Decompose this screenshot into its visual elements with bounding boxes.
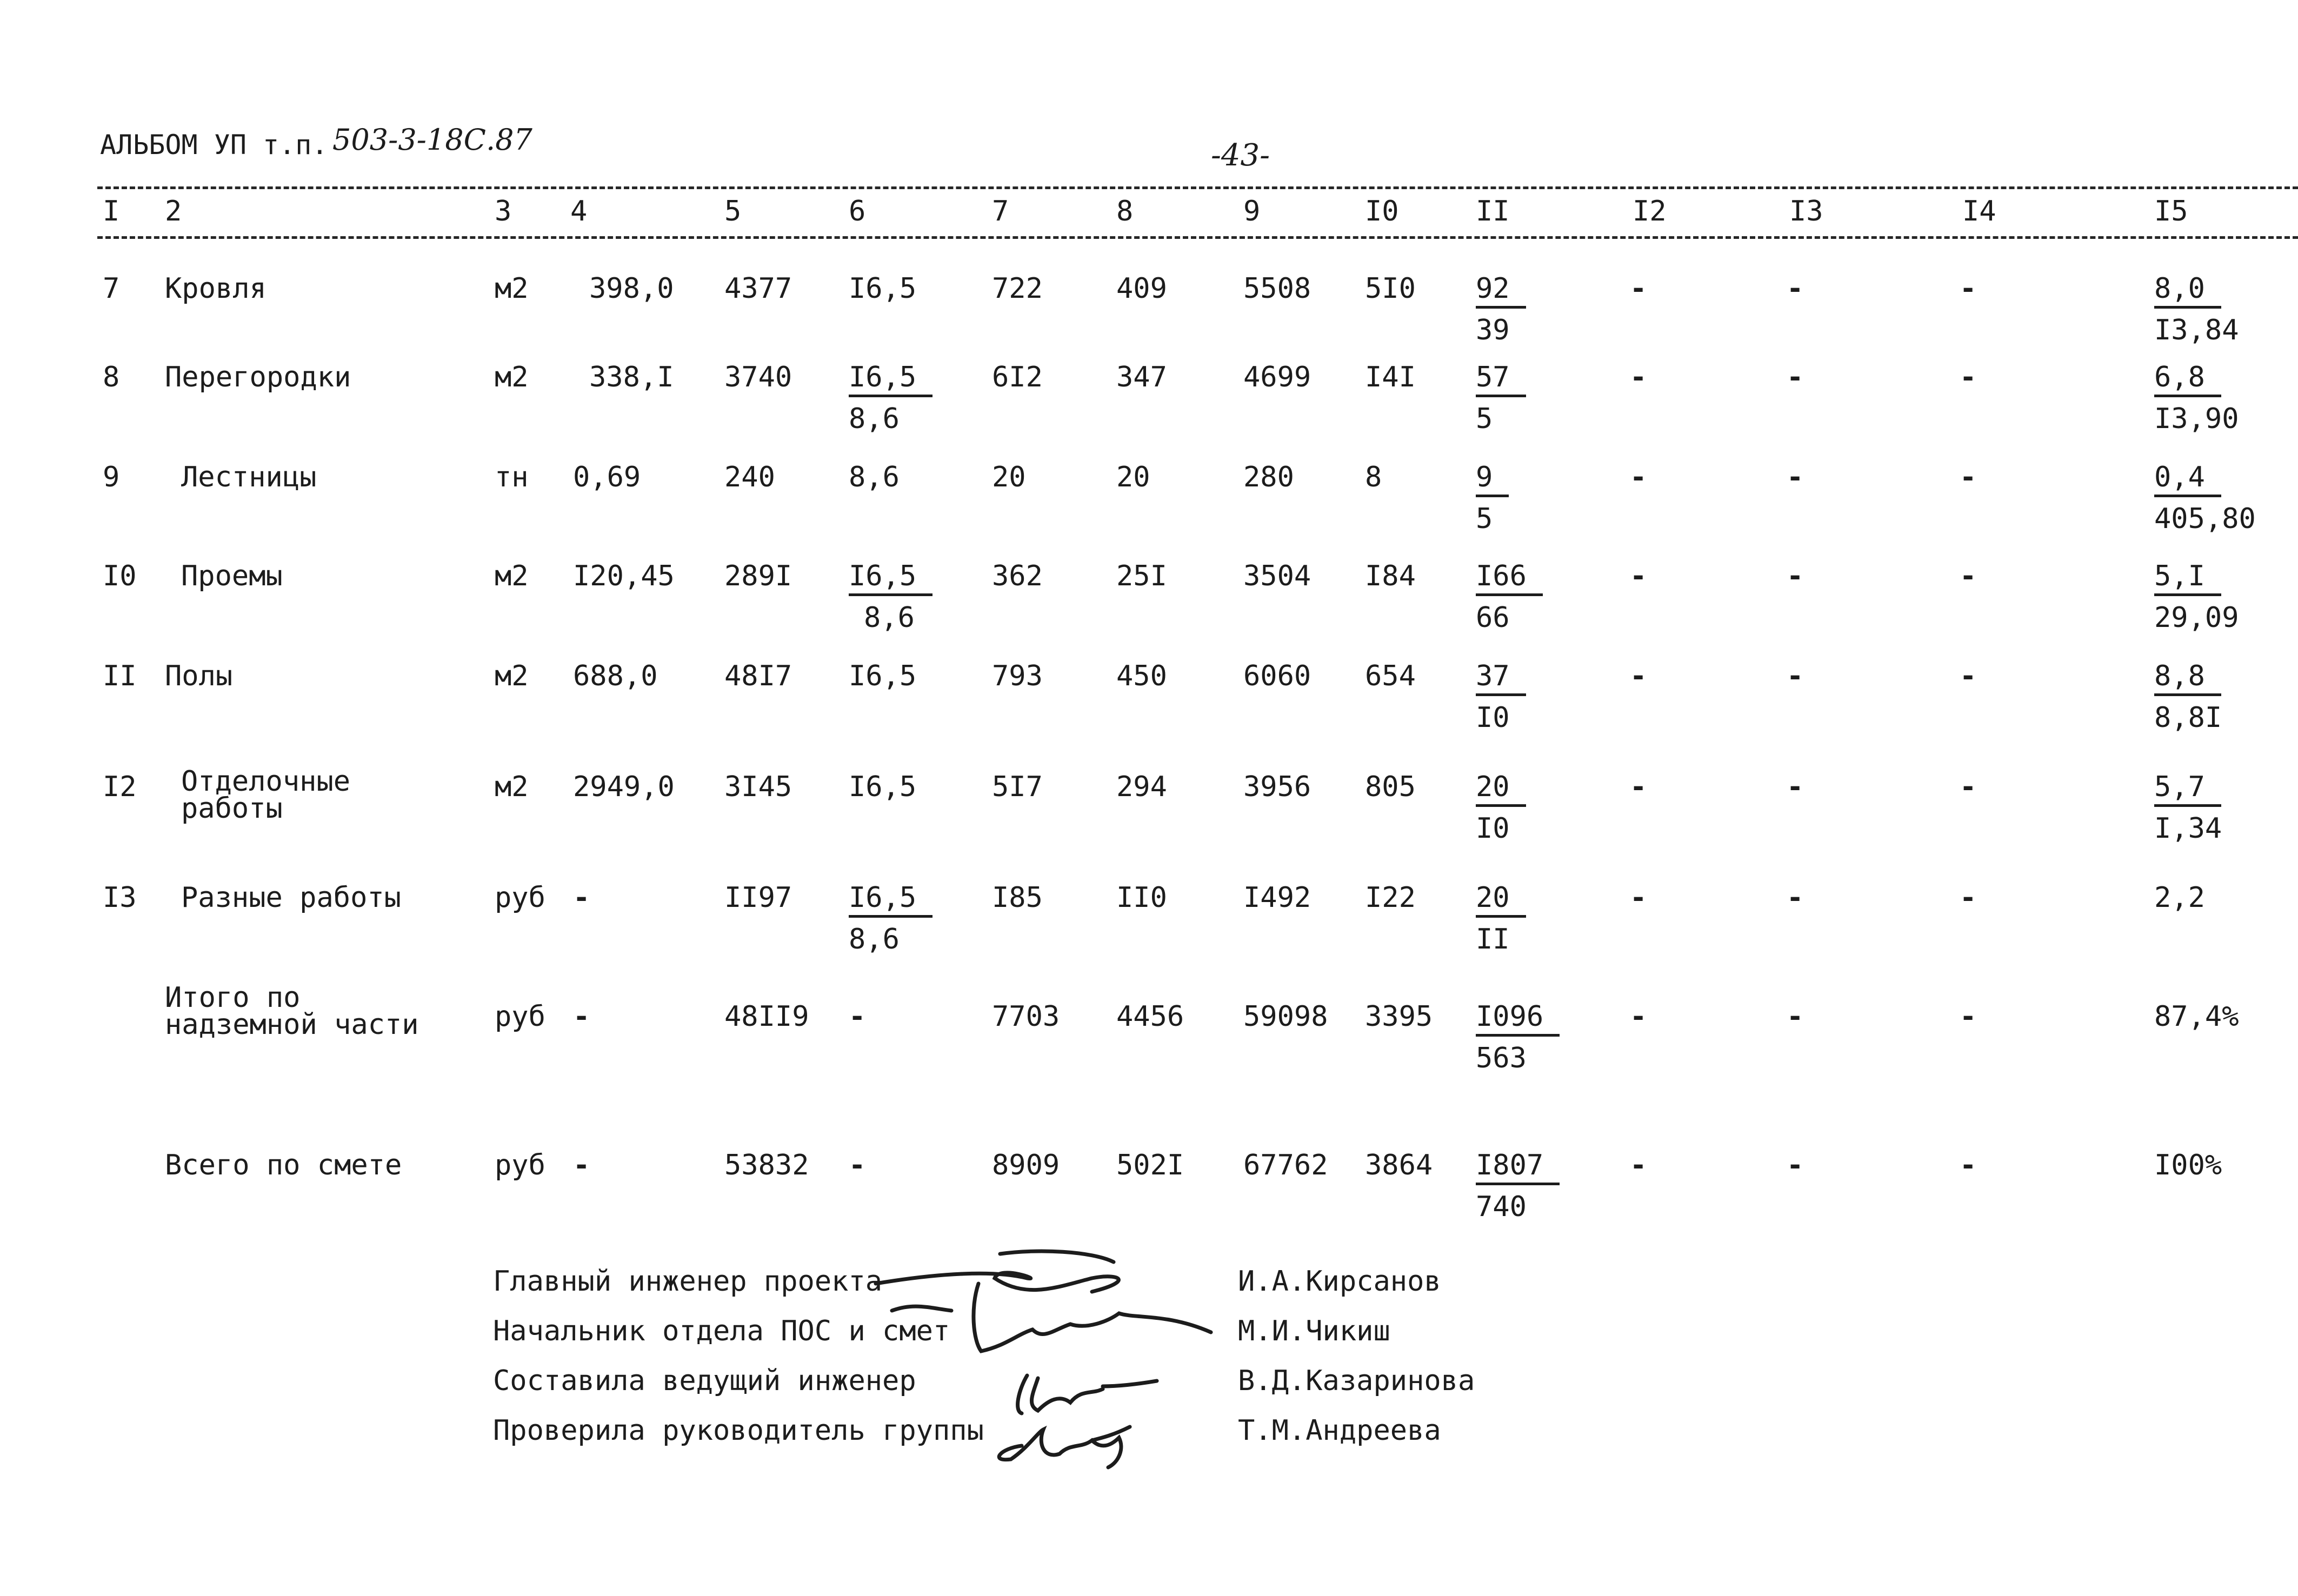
row-col-11-numerator: 20 [1476, 884, 1526, 918]
row-number: 7 [103, 272, 120, 305]
row-col-8: 294 [1116, 771, 1167, 803]
signature-strokes-icon [865, 1248, 1243, 1475]
column-header-2: 2 [165, 195, 182, 228]
row-col-12: - [1630, 882, 1647, 914]
row-col-11-denominator: 563 [1476, 1042, 1527, 1074]
row-col-8: 20 [1116, 461, 1150, 493]
row-col-11-denominator: 66 [1476, 602, 1510, 634]
row-col-5: 289I [724, 560, 792, 592]
row-col-11-numerator: 37 [1476, 662, 1526, 696]
row-col-6 [849, 1151, 865, 1179]
row-quantity: 0,69 [573, 461, 641, 493]
row-col-10: I22 [1365, 882, 1416, 914]
row-unit: м2 [495, 771, 529, 803]
row-col-10: 3395 [1365, 1000, 1433, 1033]
row-col-15-denominator: 29,09 [2154, 602, 2239, 634]
row-col-10: I84 [1365, 560, 1416, 592]
row-unit: м2 [495, 660, 529, 692]
row-col-7: 7703 [992, 1000, 1060, 1033]
row-col-15-numerator: 87,4% [2154, 1000, 2239, 1033]
column-header-1: I [103, 195, 120, 228]
row-col-6-numerator: 8,6 [849, 461, 900, 493]
row-col-9: 6060 [1243, 660, 1311, 692]
row-col-8: 347 [1116, 361, 1167, 393]
row-col-15 [2154, 363, 2239, 433]
row-col-8: 25I [1116, 560, 1167, 592]
row-quantity: 338,I [589, 361, 674, 393]
row-col-13: - [1787, 272, 1804, 305]
row-col-9: 5508 [1243, 272, 1311, 305]
row-col-5: 48II9 [724, 1000, 809, 1033]
row-col-15-numerator: 2,2 [2154, 882, 2205, 914]
row-name-line: Итого по [165, 981, 301, 1014]
row-col-14: - [1960, 1000, 1977, 1033]
row-col-11-denominator: II [1476, 923, 1510, 956]
row-col-12: - [1630, 272, 1647, 305]
row-col-8: 502I [1116, 1149, 1184, 1181]
row-col-7: 6I2 [992, 361, 1043, 393]
row-col-15-denominator: 405,80 [2154, 503, 2256, 535]
header-rule-bottom [97, 236, 2298, 239]
column-header-3: 3 [495, 195, 512, 228]
row-col-5: 3I45 [724, 771, 792, 803]
row-col-6-numerator: I6,5 [849, 562, 932, 596]
signature-role: Начальник отдела ПОС и смет [493, 1315, 950, 1347]
row-col-11 [1476, 773, 1526, 843]
row-name-line: Всего по смете [165, 1149, 402, 1181]
row-col-6-denominator: 8,6 [849, 923, 900, 956]
row-col-12: - [1630, 660, 1647, 692]
row-col-6-numerator: - [849, 1149, 866, 1181]
row-col-11 [1476, 363, 1526, 433]
row-col-13: - [1787, 660, 1804, 692]
row-quantity: 688,0 [573, 660, 658, 692]
row-name-line: работы [181, 792, 283, 825]
row-col-10: 654 [1365, 660, 1416, 692]
row-col-15-numerator: 8,0 [2154, 275, 2221, 309]
row-col-14: - [1960, 560, 1977, 592]
signature-role: Составила ведущий инженер [493, 1365, 916, 1397]
row-col-5: 53832 [724, 1149, 809, 1181]
row-name-line: Перегородки [165, 361, 351, 393]
column-header-4: 4 [570, 195, 588, 228]
row-col-12: - [1630, 361, 1647, 393]
row-col-11-denominator: 740 [1476, 1191, 1527, 1223]
row-col-10: 805 [1365, 771, 1416, 803]
row-unit: руб [495, 882, 545, 914]
row-col-7: 20 [992, 461, 1026, 493]
row-col-6 [849, 773, 916, 801]
row-col-14: - [1960, 1149, 1977, 1181]
row-col-15-denominator: 8,8I [2154, 702, 2222, 734]
row-col-9: 3504 [1243, 560, 1311, 592]
row-name-line: Разные работы [181, 882, 401, 914]
row-col-10: 3864 [1365, 1149, 1433, 1181]
row-col-6-numerator: I6,5 [849, 272, 917, 305]
row-quantity: 398,0 [589, 272, 674, 305]
row-number: 8 [103, 361, 120, 393]
column-header-12: I2 [1633, 195, 1667, 228]
row-col-15 [2154, 562, 2239, 632]
row-unit: руб [495, 1149, 545, 1181]
row-col-11-numerator: I807 [1476, 1151, 1560, 1185]
row-col-8: 4456 [1116, 1000, 1184, 1033]
row-col-6 [849, 562, 932, 632]
row-col-8: 409 [1116, 272, 1167, 305]
row-col-14: - [1960, 882, 1977, 914]
album-label: АЛЬБОМ УП т.п. [100, 129, 328, 161]
signature-name: М.И.Чикиш [1238, 1315, 1390, 1347]
row-col-13: - [1787, 361, 1804, 393]
row-col-15-numerator: 8,8 [2154, 662, 2221, 696]
column-header-15: I5 [2154, 195, 2188, 228]
row-col-15-numerator: 5,7 [2154, 773, 2221, 807]
row-col-12: - [1630, 1000, 1647, 1033]
column-header-6: 6 [849, 195, 866, 228]
row-col-7: 5I7 [992, 771, 1043, 803]
row-col-12: - [1630, 461, 1647, 493]
row-col-5: 3740 [724, 361, 792, 393]
column-header-5: 5 [724, 195, 742, 228]
row-col-14: - [1960, 771, 1977, 803]
row-col-15-numerator: 0,4 [2154, 463, 2221, 497]
row-col-15 [2154, 1000, 2239, 1033]
row-col-15-numerator: I00% [2154, 1149, 2222, 1181]
signature-role: Проверила руководитель группы [493, 1414, 984, 1447]
row-unit: м2 [495, 361, 529, 393]
row-col-5: 48I7 [724, 660, 792, 692]
page-number: -43- [1211, 138, 1270, 173]
row-col-6 [849, 463, 900, 491]
signature-name: В.Д.Казаринова [1238, 1365, 1475, 1397]
row-col-11 [1476, 662, 1526, 732]
row-col-9: 59098 [1243, 1000, 1328, 1033]
row-col-7: 362 [992, 560, 1043, 592]
row-col-10: I4I [1365, 361, 1416, 393]
row-quantity: - [573, 1000, 590, 1033]
row-col-11 [1476, 562, 1543, 632]
row-number: II [103, 660, 137, 692]
row-col-15 [2154, 272, 2239, 346]
header-rule-top [97, 186, 2298, 189]
row-col-13: - [1787, 1000, 1804, 1033]
row-col-11-denominator: 39 [1476, 314, 1510, 346]
row-unit: м2 [495, 272, 529, 305]
signature-name: И.А.Кирсанов [1238, 1265, 1441, 1298]
row-col-9: 67762 [1243, 1149, 1328, 1181]
row-col-11-numerator: 9 [1476, 463, 1509, 497]
row-col-7: 793 [992, 660, 1043, 692]
row-col-11 [1476, 1151, 1560, 1221]
row-col-11-denominator: I0 [1476, 812, 1510, 845]
row-col-12: - [1630, 771, 1647, 803]
signature-role: Главный инженер проекта [493, 1265, 883, 1298]
row-col-14: - [1960, 461, 1977, 493]
row-col-5: 240 [724, 461, 775, 493]
row-col-6-numerator: I6,5 [849, 363, 932, 397]
row-col-7: I85 [992, 882, 1043, 914]
row-col-6-numerator: I6,5 [849, 884, 932, 918]
row-col-6 [849, 662, 916, 690]
row-quantity: 2949,0 [573, 771, 675, 803]
row-name-line: Лестницы [181, 461, 317, 493]
row-col-13: - [1787, 560, 1804, 592]
row-col-13: - [1787, 1149, 1804, 1181]
row-col-11-numerator: 57 [1476, 363, 1526, 397]
row-unit: м2 [495, 560, 529, 592]
column-header-11: II [1476, 195, 1510, 228]
row-number: I2 [103, 771, 137, 803]
row-col-15 [2154, 662, 2222, 732]
row-number: I3 [103, 882, 137, 914]
row-col-14: - [1960, 272, 1977, 305]
row-col-6-numerator: I6,5 [849, 660, 917, 692]
row-col-11 [1476, 463, 1509, 533]
column-header-7: 7 [992, 195, 1009, 228]
row-col-6 [849, 272, 917, 305]
row-col-11-numerator: 92 [1476, 275, 1526, 309]
row-quantity: - [573, 1149, 590, 1181]
row-col-12: - [1630, 560, 1647, 592]
row-col-8: II0 [1116, 882, 1167, 914]
row-col-5: 4377 [724, 272, 792, 305]
row-col-11-numerator: I096 [1476, 1003, 1560, 1037]
row-col-6 [849, 882, 932, 956]
row-unit: тн [495, 461, 529, 493]
row-col-9: 280 [1243, 461, 1294, 493]
row-col-10: 8 [1365, 461, 1382, 493]
row-name-line: Полы [165, 660, 233, 692]
row-col-13: - [1787, 771, 1804, 803]
row-col-14: - [1960, 361, 1977, 393]
row-col-11-numerator: 20 [1476, 773, 1526, 807]
row-col-9: 4699 [1243, 361, 1311, 393]
column-header-14: I4 [1962, 195, 1996, 228]
row-col-11 [1476, 272, 1526, 346]
album-code: 503-3-18С.87 [332, 123, 532, 157]
row-quantity: I20,45 [573, 560, 675, 592]
row-col-15-denominator: I,34 [2154, 812, 2222, 845]
row-col-10: 5I0 [1365, 272, 1416, 305]
row-col-15-denominator: I3,84 [2154, 314, 2239, 346]
row-col-11-denominator: 5 [1476, 503, 1493, 535]
column-header-8: 8 [1116, 195, 1134, 228]
column-header-13: I3 [1789, 195, 1823, 228]
row-name-line: Проемы [181, 560, 283, 592]
row-col-6-numerator: - [849, 1000, 866, 1033]
row-col-12: - [1630, 1149, 1647, 1181]
column-header-10: I0 [1365, 195, 1399, 228]
row-quantity: - [573, 882, 590, 914]
row-name-line: Отделочные [181, 765, 351, 798]
row-col-15-numerator: 6,8 [2154, 363, 2221, 397]
row-col-6-numerator: I6,5 [849, 771, 917, 803]
row-col-8: 450 [1116, 660, 1167, 692]
row-col-11-denominator: 5 [1476, 403, 1493, 435]
row-number: 9 [103, 461, 120, 493]
row-col-13: - [1787, 882, 1804, 914]
row-col-15-numerator: 5,I [2154, 562, 2221, 596]
row-col-15 [2154, 884, 2205, 912]
row-col-5: II97 [724, 882, 792, 914]
row-col-11 [1476, 882, 1526, 956]
row-col-6 [849, 1000, 866, 1033]
row-col-15 [2154, 1151, 2222, 1179]
row-col-6 [849, 363, 932, 433]
row-col-14: - [1960, 660, 1977, 692]
row-col-11-numerator: I66 [1476, 562, 1543, 596]
row-number: I0 [103, 560, 137, 592]
row-col-13: - [1787, 461, 1804, 493]
row-col-7: 8909 [992, 1149, 1060, 1181]
row-col-9: I492 [1243, 882, 1311, 914]
row-name-line: надземной части [165, 1009, 419, 1041]
row-col-6-denominator: 8,6 [864, 602, 915, 634]
row-col-6-denominator: 8,6 [849, 403, 900, 435]
column-header-9: 9 [1243, 195, 1261, 228]
row-col-15 [2154, 463, 2256, 533]
row-col-7: 722 [992, 272, 1043, 305]
row-col-11 [1476, 1000, 1560, 1074]
signature-name: Т.М.Андреева [1238, 1414, 1441, 1447]
row-unit: руб [495, 1000, 545, 1033]
row-col-15 [2154, 773, 2222, 843]
row-col-15-denominator: I3,90 [2154, 403, 2239, 435]
row-name-line: Кровля [165, 272, 267, 305]
row-col-11-denominator: I0 [1476, 702, 1510, 734]
row-col-9: 3956 [1243, 771, 1311, 803]
